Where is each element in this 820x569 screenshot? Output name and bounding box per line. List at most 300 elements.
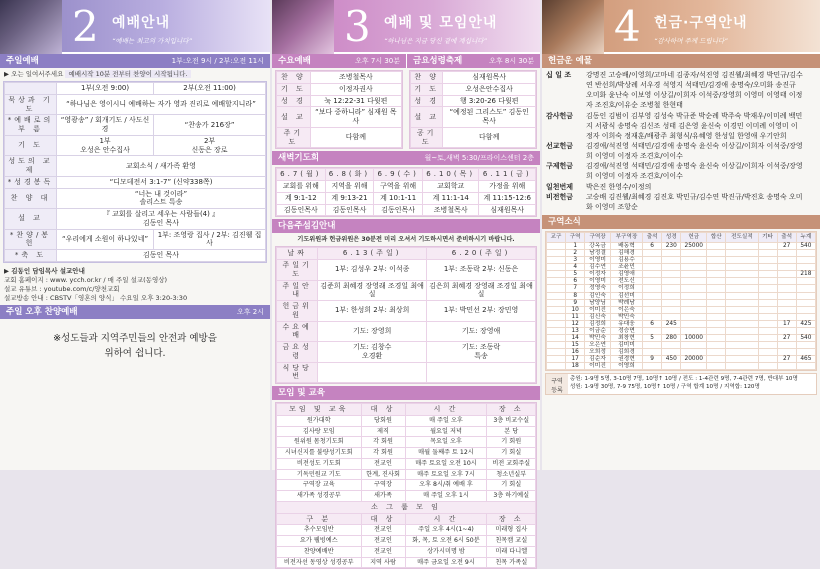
- offering-names: 김경애/석진영 석태민/김경애 송명숙 윤신숙 이상길/이희자 이석중/장영희 이영미 이정자 조견호/이이수: [586, 162, 803, 181]
- cell-value: 이정자: [585, 271, 611, 278]
- sermon-lines: [4, 275, 266, 302]
- panel-header: [272, 0, 540, 54]
- cell-value: [547, 250, 566, 257]
- small-group-col: 장 소: [487, 513, 536, 525]
- cell-value: 10: [566, 306, 585, 313]
- cell-value: 유대웅: [610, 320, 642, 327]
- fri-row-cell: 기 도: [411, 83, 443, 95]
- order-content: “우리에게 소원이 하나있네”: [57, 229, 154, 250]
- order-row: [5, 229, 266, 250]
- section-title: 다음주섬김안내: [278, 221, 336, 232]
- cell-value: 박민숙: [610, 313, 642, 320]
- fri-row-cell: 찬 양: [411, 72, 443, 84]
- panel-number: 4: [614, 2, 641, 51]
- dawn-head: [277, 169, 536, 181]
- cell-value: 17: [777, 320, 796, 327]
- cell-value: [796, 250, 815, 257]
- cell-value: [681, 306, 707, 313]
- cell-value: 11: [566, 313, 585, 320]
- cell-value: [547, 278, 566, 285]
- section-title: 헌금운 예물: [548, 56, 593, 66]
- cell-value: [681, 299, 707, 306]
- section-bar-offerings: [542, 54, 820, 68]
- next-row: [277, 280, 536, 301]
- cell-value: [681, 342, 707, 349]
- note-text: 예배시작 10분 전부터 찬양이 시작됩니다.: [65, 70, 190, 78]
- meet-row: [277, 415, 536, 426]
- small-group-cell: 전교인: [361, 546, 405, 557]
- next-row: [277, 362, 536, 383]
- dawn-cell: 계 11:15-12:6: [479, 192, 536, 204]
- dawn-cell: 김동인목사: [277, 204, 326, 216]
- sermon-line: 설교 유튜브 : youtube.com/c/양천교회: [4, 284, 120, 293]
- offering-names: 김경애/석진영 석태민/김경애 송명숙 윤신숙 이상길/이희자 이석중/장영희 이영미 이정자 조견호/이이수: [586, 141, 803, 161]
- meet-head-cell: 대 상: [361, 404, 405, 416]
- meet-cell: 기 회원: [487, 437, 536, 448]
- order-row: [5, 94, 266, 115]
- worship-panel: [0, 0, 270, 470]
- cell-row: [547, 292, 816, 299]
- cell-value: [643, 349, 662, 356]
- cell-value: 권경현: [610, 356, 642, 363]
- cell-value: [681, 327, 707, 334]
- next-head: [277, 248, 536, 260]
- offering-item: [546, 111, 816, 141]
- next-cell: 기도: 조동락 특송: [427, 342, 536, 363]
- wed-row: [277, 95, 402, 107]
- meet-head-cell: 시 간: [405, 404, 487, 416]
- wed-row-cell: 이정자권사: [310, 83, 401, 95]
- cell-value: 2: [566, 250, 585, 257]
- next-cell: 기도: 장영희: [318, 321, 427, 342]
- small-group-cell: 지역 사람: [361, 557, 405, 568]
- cell-value: [726, 327, 758, 334]
- wed-row: [277, 72, 402, 84]
- cell-head-cell: 구역장: [585, 232, 611, 242]
- order-content: “너는 내 것이라” 솔리스트 특송: [57, 188, 266, 209]
- cell-value: [758, 320, 777, 327]
- cell-value: [758, 299, 777, 306]
- small-group-cell: 미래형 집사: [487, 525, 536, 536]
- panel-subtitle: “예배는 최고의 가치입니다”: [112, 37, 192, 45]
- panel-header: [0, 0, 270, 54]
- cell-value: 김선미: [610, 292, 642, 299]
- small-group-cell: 매주 금요일 오전 9시: [405, 557, 487, 568]
- cell-value: [726, 250, 758, 257]
- cell-value: [547, 292, 566, 299]
- offering-kind: 감사헌금: [546, 111, 574, 120]
- offering-names: 고승배 김진웰/최혜경 김진호 박민규/김수연 박진규/박진호 송명숙 오미화 이영미 조항순: [586, 192, 803, 211]
- meet-cell: 3층 하기예실: [487, 491, 536, 502]
- cell-value: [758, 264, 777, 271]
- cell-value: [662, 327, 681, 334]
- cell-value: [796, 285, 815, 292]
- cell-value: [643, 271, 662, 278]
- dawn-date: 6.7(월): [277, 169, 326, 181]
- cell-value: [777, 257, 796, 264]
- cell-value: [707, 356, 726, 363]
- cell-value: [707, 334, 726, 341]
- meet-cell: 오후 8시/취 예배 후: [405, 480, 487, 491]
- corner-cell: [5, 83, 57, 95]
- cell-value: [547, 242, 566, 249]
- wed-row-cell: 주기도: [277, 127, 311, 148]
- cell-value: [643, 313, 662, 320]
- meet-cell: 구역장: [361, 480, 405, 491]
- cell-value: 배동혁: [610, 242, 642, 249]
- small-group-row: [277, 525, 536, 536]
- cell-value: 12: [566, 320, 585, 327]
- cell-value: 김영애: [610, 271, 642, 278]
- order-content: 교회소식 / 새가족 환영: [57, 156, 266, 177]
- cell-value: [796, 278, 815, 285]
- cell-value: [726, 257, 758, 264]
- next-cell: 1부: 한성희 2부: 최상희: [318, 301, 427, 322]
- next-cell: 1부: 조동락 2부: 신동은: [427, 260, 536, 281]
- cell-value: 김정희: [585, 320, 611, 327]
- dawn-cell: 계 11:1-14: [422, 192, 478, 204]
- next-date: 날짜: [277, 248, 318, 260]
- order-row: [5, 156, 266, 177]
- meet-cell: 기 회실: [487, 480, 536, 491]
- cell-head-cell: 헌금: [681, 232, 707, 242]
- cell-value: [726, 242, 758, 249]
- cell-value: 6: [566, 278, 585, 285]
- next-cell: 헌금위원: [277, 301, 318, 322]
- cell-value: [662, 250, 681, 257]
- order-content: “하나님은 영이시니 예배하는 자가 영과 진리로 예배할지니라”: [57, 94, 266, 115]
- dawn-cell: 조병철목사: [422, 204, 478, 216]
- order-row: [5, 115, 266, 136]
- panel-subtitle: “하나님은 지금 당신 곁에 계십니다”: [384, 37, 487, 45]
- order-row: [5, 209, 266, 230]
- cell-value: [547, 306, 566, 313]
- cell-value: [726, 363, 758, 370]
- cell-value: [547, 320, 566, 327]
- cell-value: [643, 342, 662, 349]
- cell-head-cell: 합산: [707, 232, 726, 242]
- meet-head: [277, 404, 536, 416]
- cell-value: 이금순: [585, 327, 611, 334]
- next-cell: 1부: 김성우 2부: 이석종: [318, 260, 427, 281]
- cell-value: [796, 264, 815, 271]
- order-label: 성도의 교 제: [5, 156, 57, 177]
- cell-group-table: [546, 232, 816, 370]
- cell-value: [643, 327, 662, 334]
- cell-value: [796, 299, 815, 306]
- next-row: [277, 342, 536, 363]
- cell-value: 15: [566, 342, 585, 349]
- cell-value: [796, 349, 815, 356]
- wed-row: [277, 127, 402, 148]
- meet-row: [277, 448, 536, 459]
- small-group-cell: 전교인: [361, 536, 405, 547]
- small-group-cell: 화, 목, 토 오전 6시 50분: [405, 536, 487, 547]
- cell-value: [777, 292, 796, 299]
- cell-value: [707, 278, 726, 285]
- dawn-cell: 교회학교: [422, 181, 478, 193]
- order-label: *성경봉독: [5, 176, 57, 188]
- cell-value: 이정희: [610, 285, 642, 292]
- cell-value: [758, 363, 777, 370]
- cell-value: [758, 306, 777, 313]
- offering-kind: 십 일 조: [546, 71, 572, 79]
- cell-value: [662, 363, 681, 370]
- meet-cell: 청소년실부: [487, 469, 536, 480]
- cell-value: [726, 299, 758, 306]
- meet-cell: 새가족: [361, 491, 405, 502]
- dawn-cell: 김동인목사: [325, 204, 374, 216]
- col-second-service: 2부(오전 11:00): [154, 83, 266, 95]
- section-bar-dawn: [272, 151, 540, 165]
- next-cell: 김은희 최혜경 장영래 조경일 최애실: [427, 280, 536, 301]
- cell-value: 450: [662, 356, 681, 363]
- order-label: 기 도: [5, 135, 57, 156]
- fri-row-cell: 공기도: [411, 127, 443, 148]
- next-cell: [318, 362, 427, 383]
- fri-row-cell: “예정된 그리스도” 김동인 목사: [443, 107, 536, 128]
- next-cell: 주일안내: [277, 280, 318, 301]
- cell-value: [643, 292, 662, 299]
- next-row: [277, 301, 536, 322]
- cell-note-label: 구역 등록: [546, 374, 568, 394]
- cell-value: [707, 271, 726, 278]
- small-group-cell: 미래 다니엘: [487, 546, 536, 557]
- cell-value: [547, 299, 566, 306]
- cell-value: [726, 285, 758, 292]
- cell-value: [643, 250, 662, 257]
- meet-cell: 전교인: [361, 458, 405, 469]
- cell-value: [726, 320, 758, 327]
- wed-row-cell: 조병철목사: [310, 72, 401, 84]
- cell-value: 16: [566, 349, 585, 356]
- dawn-cell: 심재원목사: [479, 204, 536, 216]
- dawn-cell: 지역을 위해: [325, 181, 374, 193]
- cell-value: 7: [566, 285, 585, 292]
- cell-value: [758, 242, 777, 249]
- section-bar-sunday: [0, 54, 270, 68]
- cell-value: [681, 292, 707, 299]
- dawn-cell: 계 9:1-12: [277, 192, 326, 204]
- cell-value: 14: [566, 334, 585, 341]
- cell-value: 김희경: [610, 349, 642, 356]
- cell-value: 4: [566, 264, 585, 271]
- section-title: 구역소식: [548, 216, 581, 227]
- cell-value: [681, 278, 707, 285]
- cell-value: [777, 299, 796, 306]
- cell-value: [777, 342, 796, 349]
- order-row: [5, 250, 266, 262]
- section-time: 오후 7시 30분: [355, 57, 400, 65]
- cell-value: [643, 363, 662, 370]
- cell-value: [547, 342, 566, 349]
- meet-cell: 매월 둘째주 토 12시: [405, 448, 487, 459]
- cell-value: 남양님: [585, 299, 611, 306]
- cell-value: [681, 363, 707, 370]
- cell-value: [707, 299, 726, 306]
- wed-row: [277, 107, 402, 128]
- next-cell: 주일기도: [277, 260, 318, 281]
- small-group-col: 시 간: [405, 513, 487, 525]
- cell-row: [547, 278, 816, 285]
- cell-value: [707, 327, 726, 334]
- offering-list: [542, 68, 820, 214]
- cell-row: [547, 250, 816, 257]
- panel-number: 3: [344, 2, 371, 51]
- meet-head-cell: 모임 및 교육: [277, 404, 362, 416]
- section-time: 1부:오전 9시 / 2부:오전 11시: [171, 57, 264, 65]
- sermon-head: ▶ 김동인 담임목사 설교안내: [4, 266, 85, 275]
- cell-row: [547, 299, 816, 306]
- next-row: [277, 321, 536, 342]
- cell-row: [547, 285, 816, 292]
- cell-value: [707, 285, 726, 292]
- next-cell: 수요예배: [277, 321, 318, 342]
- offering-item: [546, 70, 816, 111]
- cell-value: [726, 264, 758, 271]
- meet-row: [277, 458, 536, 469]
- cell-value: [707, 306, 726, 313]
- cell-value: 20000: [681, 356, 707, 363]
- dawn-row: [277, 204, 536, 216]
- meet-cell: 원가대학: [277, 415, 362, 426]
- small-group-cell: 요가 웰빙예스: [277, 536, 362, 547]
- meet-cell: 매주 토요일 오전 10시: [405, 458, 487, 469]
- cell-value: [796, 292, 815, 299]
- cell-value: 김해경: [610, 250, 642, 257]
- small-group-cell: 주일 오후 4시(1~4): [405, 525, 487, 536]
- cell-row: [547, 306, 816, 313]
- meet-cell: 시녀신지를 불량성기도회: [277, 448, 362, 459]
- offering-item: [546, 182, 816, 192]
- cell-value: 이미진: [585, 363, 611, 370]
- cell-value: [726, 292, 758, 299]
- cell-value: [681, 257, 707, 264]
- cell-value: 김순자: [585, 356, 611, 363]
- meet-cell: 비전성도 기도회: [277, 458, 362, 469]
- cell-note-text: 총원: 1-9명 5명, 3-10명 7명, 10명↑ 10명 / 전도 : 1-4관련 9명, 7-4관련 7명, 반대부 10명 성원: 1-9명 30명, 7-9 75명, 10명↑ 10명 / 구역 합계 10명 / 지역합: 120명: [570, 376, 798, 390]
- section-bar-next: [272, 219, 540, 233]
- cell-value: 5: [643, 334, 662, 341]
- dawn-prayer-table: [276, 168, 536, 216]
- cell-value: [758, 313, 777, 320]
- offering-item: [546, 192, 816, 212]
- cell-value: [758, 250, 777, 257]
- next-date: 6.13(주일): [318, 248, 427, 260]
- cell-value: 540: [796, 334, 815, 341]
- cell-value: [758, 257, 777, 264]
- cell-value: [662, 271, 681, 278]
- cell-row: [547, 257, 816, 264]
- section-time: 월~토,새벽 5:30/프라이스센터 2층: [424, 154, 534, 163]
- small-group-row: [277, 546, 536, 557]
- wednesday-service: [272, 54, 406, 151]
- offering-names: 박은진 한영수/이정의: [586, 182, 652, 191]
- cell-value: 8: [566, 292, 585, 299]
- next-cell: [427, 362, 536, 383]
- dawn-cell: 구역을 위해: [374, 181, 423, 193]
- cell-row: [547, 334, 816, 341]
- cell-value: 9: [566, 299, 585, 306]
- cell-note: [545, 373, 817, 395]
- cell-value: [547, 356, 566, 363]
- meet-cell: 한계, 진사회: [361, 469, 405, 480]
- cell-head: [547, 232, 816, 242]
- cell-value: 김신숙: [585, 313, 611, 320]
- cell-head-cell: 누계: [796, 232, 815, 242]
- offering-kind: 비전헌금: [546, 192, 574, 201]
- dawn-cell: 계 9:13-21: [325, 192, 374, 204]
- order-row: [5, 188, 266, 209]
- fri-row-cell: 심재원목사: [443, 72, 536, 84]
- dawn-cell: 계 10:1-11: [374, 192, 423, 204]
- cell-value: [707, 292, 726, 299]
- meet-cell: 원위원 몸청기도회: [277, 437, 362, 448]
- order-content: 『 교회를 살리고 세우는 사람들(4) 』 김동인 목사: [57, 209, 266, 230]
- meet-head-cell: 장 소: [487, 404, 536, 416]
- dawn-row: [277, 181, 536, 193]
- cell-head-cell: 부구역장: [610, 232, 642, 242]
- cell-value: [777, 313, 796, 320]
- wed-fri-row: [272, 54, 540, 151]
- wed-row: [277, 83, 402, 95]
- section-title: 금요성령축제: [413, 56, 463, 66]
- cell-head-cell: 성경: [662, 232, 681, 242]
- order-label: 설 교: [5, 209, 57, 230]
- cell-value: [758, 342, 777, 349]
- meet-row: [277, 480, 536, 491]
- next-cell: 1부: 박민선 2부: 장민영: [427, 301, 536, 322]
- cell-value: 540: [796, 242, 815, 249]
- cell-value: 280: [662, 334, 681, 341]
- offering-item: [546, 141, 816, 161]
- section-bar-cells: [542, 215, 820, 229]
- cell-value: [681, 313, 707, 320]
- cell-value: 5: [566, 271, 585, 278]
- col-first-service: 1부(오전 9:00): [57, 83, 154, 95]
- cell-value: [796, 306, 815, 313]
- cell-value: 남정결: [585, 250, 611, 257]
- section-bar-meetings: [272, 386, 540, 400]
- cell-value: [662, 342, 681, 349]
- fri-row-cell: 다함께: [443, 127, 536, 148]
- cell-value: [707, 342, 726, 349]
- cell-value: [547, 313, 566, 320]
- order-label: *찬양/봉헌: [5, 229, 57, 250]
- cell-row: [547, 327, 816, 334]
- cell-value: 13: [566, 327, 585, 334]
- small-group-row: [277, 557, 536, 568]
- meet-row: [277, 437, 536, 448]
- cell-value: [707, 257, 726, 264]
- cell-value: [547, 257, 566, 264]
- offering-kind: 일천번제: [546, 182, 574, 191]
- small-group-cell: 상가시미명 밤: [405, 546, 487, 557]
- dawn-date: 6.9(수): [374, 169, 423, 181]
- cell-value: [707, 242, 726, 249]
- cell-value: 김수연: [585, 264, 611, 271]
- cell-value: 1: [566, 242, 585, 249]
- cell-value: 박민숙: [585, 334, 611, 341]
- small-group-cell: 비전자선 동영상 성경공부: [277, 557, 362, 568]
- fri-row: [411, 83, 536, 95]
- fri-row-cell: 성 경: [411, 95, 443, 107]
- fri-row-cell: 행 3:20-26 다윗편: [443, 95, 536, 107]
- cell-value: [758, 349, 777, 356]
- cell-value: [681, 250, 707, 257]
- wed-row-cell: 눅 12:22-31 다윗편: [310, 95, 401, 107]
- small-group-col: 구 분: [277, 513, 362, 525]
